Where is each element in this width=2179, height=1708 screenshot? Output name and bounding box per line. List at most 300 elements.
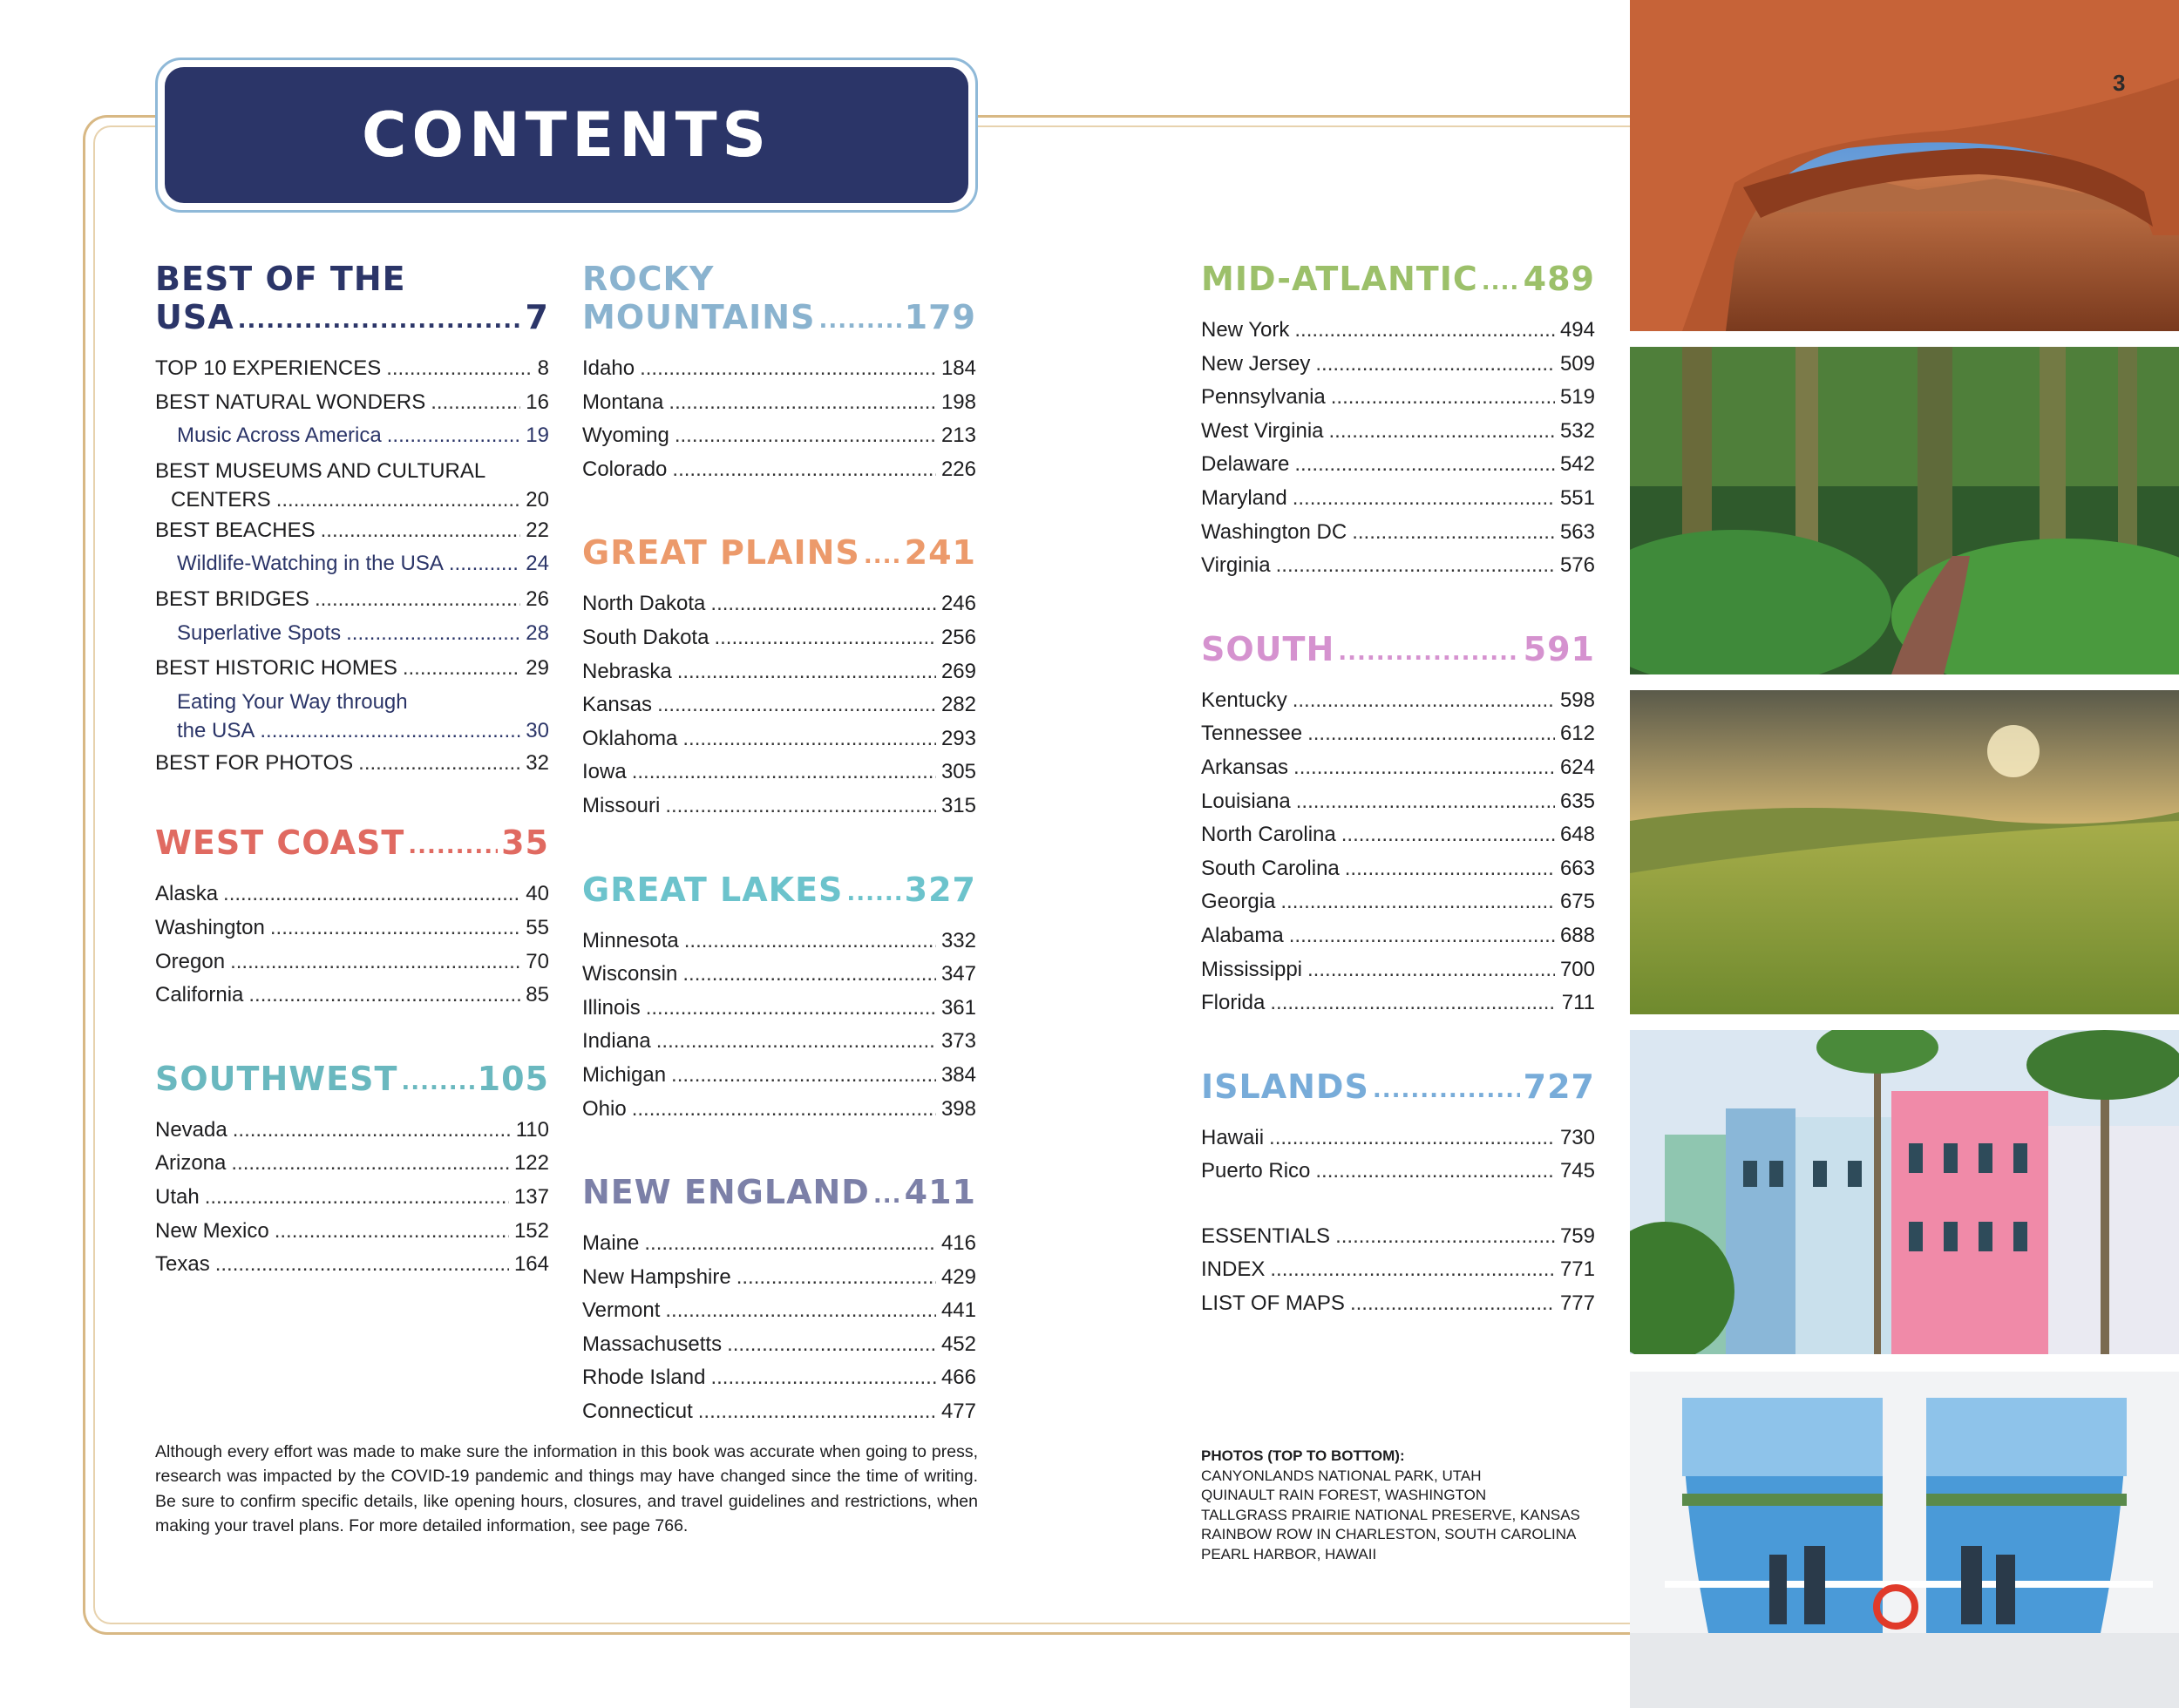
leader-dots: [1307, 953, 1555, 987]
entry-label: BEST HISTORIC HOMES: [155, 656, 397, 681]
leader-dots: [818, 305, 900, 336]
section-title: NEW ENGLAND: [582, 1173, 870, 1212]
entry-page: 624: [1559, 755, 1595, 779]
leader-dots: [1335, 1220, 1555, 1254]
section-islands: [1201, 1068, 1595, 1189]
toc-entry[interactable]: [582, 587, 976, 621]
section-title-line2: USA: [155, 298, 234, 336]
leader-dots: [677, 655, 936, 689]
entry-label: South Carolina: [1201, 856, 1340, 880]
entry-label: Wisconsin: [582, 962, 678, 986]
leader-dots: [401, 1067, 473, 1098]
toc-entry[interactable]: [1201, 953, 1595, 987]
leader-dots: [727, 1328, 936, 1362]
leader-dots: [657, 688, 936, 722]
entry-label: TOP 10 EXPERIENCES: [155, 356, 382, 380]
leader-dots: [275, 1215, 509, 1249]
toc-entry[interactable]: [582, 1227, 976, 1261]
entry-label: Missouri: [582, 793, 661, 817]
toc-entry[interactable]: [1201, 1220, 1595, 1254]
toc-entry[interactable]: [582, 756, 976, 790]
entry-label: Tennessee: [1201, 722, 1303, 746]
section-heading: [1201, 1068, 1595, 1106]
entry-page: 85: [526, 983, 549, 1007]
leader-dots: [682, 722, 936, 756]
leader-dots: [1331, 381, 1555, 415]
toc-entry[interactable]: [1201, 885, 1595, 919]
section-title-line1: ROCKY: [582, 260, 715, 298]
entry-page: 137: [513, 1184, 549, 1209]
section-title: WEST COAST: [155, 824, 405, 863]
credit-line: TALLGRASS PRAIRIE NATIONAL PRESERVE, KANSAS: [1201, 1506, 1580, 1523]
leader-dots: [669, 386, 936, 420]
leader-dots: [270, 912, 520, 946]
entry-label: Iowa: [582, 760, 627, 784]
toc-entry[interactable]: [155, 1215, 549, 1249]
entry-page: 347: [940, 962, 976, 986]
leader-dots: [387, 419, 521, 453]
entry-page: 26: [526, 586, 549, 611]
toc-entry[interactable]: [582, 1059, 976, 1093]
leader-dots: [205, 1181, 509, 1215]
entry-label: Connecticut: [582, 1400, 693, 1424]
entry-label: New Mexico: [155, 1218, 269, 1243]
entry-label: Kansas: [582, 693, 653, 717]
toc-entry[interactable]: [582, 1294, 976, 1328]
section-heading: [1201, 630, 1595, 668]
toc-entry[interactable]: [1201, 751, 1595, 785]
toc-entry[interactable]: [1201, 1122, 1595, 1156]
entry-label: Alabama: [1201, 923, 1284, 947]
photo-strip: [1630, 0, 2179, 1708]
toc-entry[interactable]: [155, 386, 549, 420]
leader-dots: [1350, 1287, 1555, 1321]
toc-entry[interactable]: [1201, 516, 1595, 550]
toc-entry[interactable]: [155, 514, 549, 548]
toc-entry[interactable]: [1201, 1253, 1595, 1287]
leader-dots: [321, 514, 521, 548]
entry-list: [582, 352, 976, 486]
entry-label: Wildlife-Watching in the USA: [177, 552, 444, 576]
entry-page: 441: [940, 1298, 976, 1323]
leader-dots: [431, 386, 520, 420]
contents-banner: [155, 58, 978, 213]
leader-dots: [1296, 785, 1555, 819]
leader-dots: [1289, 919, 1555, 953]
section-page: 411: [904, 1173, 976, 1212]
toc-entry[interactable]: [1201, 818, 1595, 852]
photo-canyonlands: [1630, 0, 2179, 331]
entry-page: 315: [940, 793, 976, 817]
toc-subentry[interactable]: [155, 547, 549, 581]
entry-label: Nebraska: [582, 659, 672, 683]
leader-dots: [1307, 717, 1555, 751]
leader-dots: [710, 1361, 936, 1395]
section-best-of-usa: [155, 260, 549, 780]
section-page: 241: [904, 533, 976, 573]
toc-entry[interactable]: [1201, 684, 1595, 718]
entry-page: 256: [940, 625, 976, 649]
leader-dots: [238, 305, 522, 336]
leader-dots: [1338, 637, 1519, 668]
entry-label: Rhode Island: [582, 1366, 706, 1390]
entry-label: Maryland: [1201, 485, 1287, 510]
entry-page: 598: [1559, 688, 1595, 712]
leader-dots: [1482, 267, 1520, 298]
leader-dots: [1352, 516, 1555, 550]
toc-entry[interactable]: [582, 655, 976, 689]
entry-label: Hawaii: [1201, 1125, 1265, 1149]
leader-dots: [1341, 818, 1555, 852]
entry-label: Pennsylvania: [1201, 385, 1326, 410]
toc-subentry[interactable]: [155, 688, 549, 745]
entry-page: 477: [940, 1400, 976, 1424]
entry-page: 745: [1559, 1159, 1595, 1183]
disclaimer-text: Although every effort was made to make sure the information in this book was accurate when going to press, research was impacted by the COVID-19 pandemic and things may have changed since the time of writing. Be sure to confirm specific details, like opening hours, closures, and travel guidelines and restrictions, when making your travel plans. For more detailed information, see page 766.: [155, 1442, 978, 1535]
entry-label-line2: the USA: [177, 718, 255, 742]
leader-dots: [386, 352, 532, 386]
entry-page: 19: [526, 424, 549, 448]
toc-entry[interactable]: [155, 1181, 549, 1215]
toc-entry[interactable]: [155, 1114, 549, 1148]
leader-dots: [260, 717, 520, 745]
section-rocky-mountains: [582, 260, 976, 486]
leader-dots: [346, 617, 520, 651]
entry-page: 675: [1559, 890, 1595, 914]
leader-dots: [1293, 751, 1555, 785]
section-west-coast: [155, 824, 549, 1012]
entry-label: Ohio: [582, 1096, 627, 1121]
leader-dots: [846, 878, 900, 909]
section-title: GREAT LAKES: [582, 870, 844, 909]
leader-dots: [665, 1294, 936, 1328]
entry-page: 16: [526, 390, 549, 414]
toc-entry[interactable]: [1201, 717, 1595, 751]
toc-entry[interactable]: [582, 1025, 976, 1059]
section-page: 7: [525, 298, 549, 336]
toc-entry[interactable]: [1201, 785, 1595, 819]
toc-entry[interactable]: [155, 457, 549, 514]
leader-dots: [1270, 986, 1556, 1020]
leader-dots: [640, 352, 936, 386]
section-heading: [582, 1173, 976, 1211]
entry-label: Wyoming: [582, 424, 669, 448]
entry-page: 305: [940, 760, 976, 784]
entry-label: Vermont: [582, 1298, 661, 1323]
toc-entry[interactable]: [1201, 1155, 1595, 1189]
entry-list: [155, 352, 549, 780]
entry-page: 509: [1559, 351, 1595, 376]
section-title: ISLANDS: [1201, 1067, 1369, 1106]
entry-label: California: [155, 983, 244, 1007]
toc-entry[interactable]: [582, 992, 976, 1026]
entry-page: 198: [940, 390, 976, 414]
leader-dots: [632, 756, 936, 790]
entry-page: 612: [1559, 722, 1595, 746]
toc-entry[interactable]: [582, 790, 976, 824]
entry-page: 730: [1559, 1125, 1595, 1149]
entry-list: [1201, 1122, 1595, 1189]
entry-list: [155, 878, 549, 1012]
entry-label-line1: Eating Your Way through: [177, 689, 408, 714]
entry-page: 688: [1559, 923, 1595, 947]
contents-title: CONTENTS: [362, 99, 771, 171]
toc-entry[interactable]: [582, 1361, 976, 1395]
toc-entry[interactable]: [155, 352, 549, 386]
entry-label: Massachusetts: [582, 1332, 723, 1356]
leader-dots: [665, 790, 936, 824]
section-heading: [1201, 260, 1595, 298]
toc-entry[interactable]: [582, 386, 976, 420]
toc-entry[interactable]: [582, 419, 976, 453]
leader-dots: [215, 1248, 509, 1282]
photo-pearl-harbor: [1630, 1372, 2179, 1708]
entry-page: 246: [940, 592, 976, 616]
leader-dots: [1280, 885, 1555, 919]
leader-dots: [864, 540, 901, 572]
toc-subentry[interactable]: [155, 617, 549, 651]
back-matter-list: [1201, 1220, 1595, 1321]
toc-entry[interactable]: [155, 878, 549, 912]
leader-dots: [1294, 314, 1555, 348]
toc-entry[interactable]: [1201, 919, 1595, 953]
entry-label: Michigan: [582, 1062, 667, 1087]
toc-entry[interactable]: [582, 621, 976, 655]
section-great-plains: [582, 533, 976, 823]
toc-entry[interactable]: [582, 1093, 976, 1127]
toc-entry[interactable]: [582, 1395, 976, 1429]
entry-label: ESSENTIALS: [1201, 1223, 1331, 1248]
entry-label: BEST BEACHES: [155, 518, 316, 542]
entry-label: Virginia: [1201, 553, 1271, 578]
entry-label: Texas: [155, 1252, 210, 1277]
entry-page: 24: [526, 552, 549, 576]
leader-dots: [646, 992, 936, 1026]
toc-entry[interactable]: [155, 912, 549, 946]
toc-column-3: [1201, 260, 1595, 1321]
leader-dots: [233, 1114, 511, 1148]
entry-page: 700: [1559, 957, 1595, 981]
entry-label: Washington DC: [1201, 519, 1347, 544]
leader-dots: [1294, 448, 1555, 482]
section-title: GREAT PLAINS: [582, 533, 860, 573]
section-title-line2: MOUNTAINS: [582, 298, 816, 336]
toc-entry[interactable]: [582, 688, 976, 722]
toc-entry[interactable]: [1201, 1287, 1595, 1321]
leader-dots: [632, 1093, 936, 1127]
entry-page: 293: [940, 726, 976, 750]
entry-label: Oregon: [155, 949, 226, 973]
toc-entry[interactable]: [582, 722, 976, 756]
entry-label: Oklahoma: [582, 726, 678, 750]
entry-page: 771: [1559, 1257, 1595, 1282]
credit-line: PEARL HARBOR, HAWAII: [1201, 1545, 1377, 1562]
section-heading: [582, 871, 976, 909]
entry-page: 373: [940, 1029, 976, 1054]
contents-banner-fill: [165, 67, 968, 203]
entry-page: 532: [1559, 418, 1595, 443]
entry-page: 759: [1559, 1223, 1595, 1248]
entry-label: LIST OF MAPS: [1201, 1291, 1345, 1316]
leader-dots: [1293, 684, 1555, 718]
section-heading: [582, 533, 976, 572]
photo-rainbow-row: [1630, 1030, 2179, 1354]
leader-dots: [684, 925, 936, 959]
leader-dots: [223, 878, 520, 912]
leader-dots: [1373, 1074, 1520, 1106]
toc-subentry[interactable]: [155, 419, 549, 453]
section-title: SOUTH: [1201, 629, 1335, 668]
credit-line: QUINAULT RAIN FOREST, WASHINGTON: [1201, 1487, 1487, 1503]
leader-dots: [1270, 1253, 1555, 1287]
entry-list: [582, 587, 976, 823]
entry-page: 22: [526, 518, 549, 542]
entry-label: Idaho: [582, 356, 635, 380]
section-page: 35: [501, 824, 549, 863]
photo-credits: [1201, 1447, 1585, 1564]
photo-prairie: [1630, 690, 2179, 1014]
section-page: 105: [477, 1059, 549, 1098]
entry-label: Music Across America: [177, 424, 382, 448]
entry-page: 122: [513, 1151, 549, 1176]
leader-dots: [1269, 1122, 1555, 1156]
toc-entry[interactable]: [582, 925, 976, 959]
leader-dots: [449, 547, 520, 581]
toc-entry[interactable]: [1201, 986, 1595, 1020]
entry-page: 576: [1559, 553, 1595, 578]
credit-line: CANYONLANDS NATIONAL PARK, UTAH: [1201, 1467, 1482, 1484]
entry-page: 384: [940, 1062, 976, 1087]
toc-entry[interactable]: [155, 979, 549, 1013]
section-mid-atlantic: [1201, 260, 1595, 583]
entry-label: Florida: [1201, 991, 1266, 1015]
entry-page: 70: [526, 949, 549, 973]
entry-page: 164: [513, 1252, 549, 1277]
entry-label: BEST NATURAL WONDERS: [155, 390, 426, 414]
entry-label-line1: BEST MUSEUMS AND CULTURAL: [155, 458, 486, 483]
toc-entry[interactable]: [1201, 381, 1595, 415]
section-heading: [155, 824, 549, 862]
section-page: 489: [1523, 260, 1595, 298]
entry-page: 55: [526, 915, 549, 939]
entry-label: West Virginia: [1201, 418, 1324, 443]
entry-label: Colorado: [582, 457, 668, 481]
entry-label: Arizona: [155, 1151, 227, 1176]
leader-dots: [710, 587, 936, 621]
entry-page: 20: [526, 487, 549, 512]
entry-label: Georgia: [1201, 890, 1276, 914]
leader-dots: [698, 1395, 936, 1429]
entry-page: 429: [940, 1264, 976, 1289]
entry-label-line2: CENTERS: [171, 487, 271, 512]
toc-entry[interactable]: [1201, 482, 1595, 516]
toc-entry[interactable]: [155, 1248, 549, 1282]
entry-page: 777: [1559, 1291, 1595, 1316]
entry-page: 32: [526, 750, 549, 775]
entry-label: Indiana: [582, 1029, 651, 1054]
entry-page: 551: [1559, 485, 1595, 510]
entry-page: 332: [940, 928, 976, 952]
toc-column-2: [582, 260, 976, 1476]
toc-entry[interactable]: [582, 1261, 976, 1295]
toc-entry[interactable]: [582, 1328, 976, 1362]
leader-dots: [358, 747, 520, 781]
entry-label: INDEX: [1201, 1257, 1266, 1282]
toc-entry[interactable]: [155, 583, 549, 617]
toc-entry[interactable]: [1201, 415, 1595, 449]
entry-page: 213: [940, 424, 976, 448]
section-title-line1: BEST OF THE: [155, 260, 406, 298]
entry-label: BEST FOR PHOTOS: [155, 750, 354, 775]
leader-dots: [644, 1227, 936, 1261]
toc-entry[interactable]: [1201, 549, 1595, 583]
entry-label: New Hampshire: [582, 1264, 731, 1289]
entry-label: Louisiana: [1201, 789, 1291, 813]
toc-entry[interactable]: [1201, 348, 1595, 382]
leader-dots: [408, 830, 498, 862]
entry-page: 519: [1559, 385, 1595, 410]
entry-label: New Jersey: [1201, 351, 1311, 376]
leader-dots: [1293, 482, 1555, 516]
toc-entry[interactable]: [1201, 448, 1595, 482]
entry-page: 28: [526, 620, 549, 645]
entry-page: 466: [940, 1366, 976, 1390]
toc-entry[interactable]: [155, 1147, 549, 1181]
entry-label: Maine: [582, 1231, 640, 1256]
entry-label: Arkansas: [1201, 755, 1289, 779]
entry-page: 226: [940, 457, 976, 481]
entry-page: 648: [1559, 823, 1595, 847]
entry-list: [582, 925, 976, 1127]
toc-entry[interactable]: [155, 747, 549, 781]
toc-entry[interactable]: [582, 453, 976, 487]
entry-label: Alaska: [155, 882, 219, 906]
leader-dots: [672, 453, 936, 487]
entry-page: 152: [513, 1218, 549, 1243]
leader-dots: [403, 652, 520, 686]
entry-label: South Dakota: [582, 625, 709, 649]
entry-page: 494: [1559, 318, 1595, 342]
entry-label: Illinois: [582, 995, 641, 1020]
entry-label: North Dakota: [582, 592, 706, 616]
leader-dots: [248, 979, 520, 1013]
toc-entry[interactable]: [155, 652, 549, 686]
entry-label: Superlative Spots: [177, 620, 342, 645]
credits-title: PHOTOS (TOP TO BOTTOM):: [1201, 1447, 1405, 1464]
entry-list: [1201, 684, 1595, 1020]
entry-page: 452: [940, 1332, 976, 1356]
section-great-lakes: [582, 871, 976, 1127]
section-southwest: [155, 1060, 549, 1282]
section-page: 327: [904, 870, 976, 909]
entry-page: 30: [526, 718, 549, 742]
toc-entry[interactable]: [1201, 852, 1595, 886]
section-page: 179: [904, 298, 976, 336]
section-heading: [155, 260, 549, 336]
toc-entry[interactable]: [582, 958, 976, 992]
section-title: MID-ATLANTIC: [1201, 260, 1478, 298]
toc-entry[interactable]: [155, 946, 549, 979]
page-number: 3: [2113, 70, 2126, 96]
toc-entry[interactable]: [582, 352, 976, 386]
entry-list: [155, 1114, 549, 1282]
leader-dots: [714, 621, 936, 655]
entry-page: 29: [526, 656, 549, 681]
leader-dots: [1315, 348, 1555, 382]
entry-label: Delaware: [1201, 452, 1290, 477]
toc-entry[interactable]: [1201, 314, 1595, 348]
entry-label: Washington: [155, 915, 265, 939]
